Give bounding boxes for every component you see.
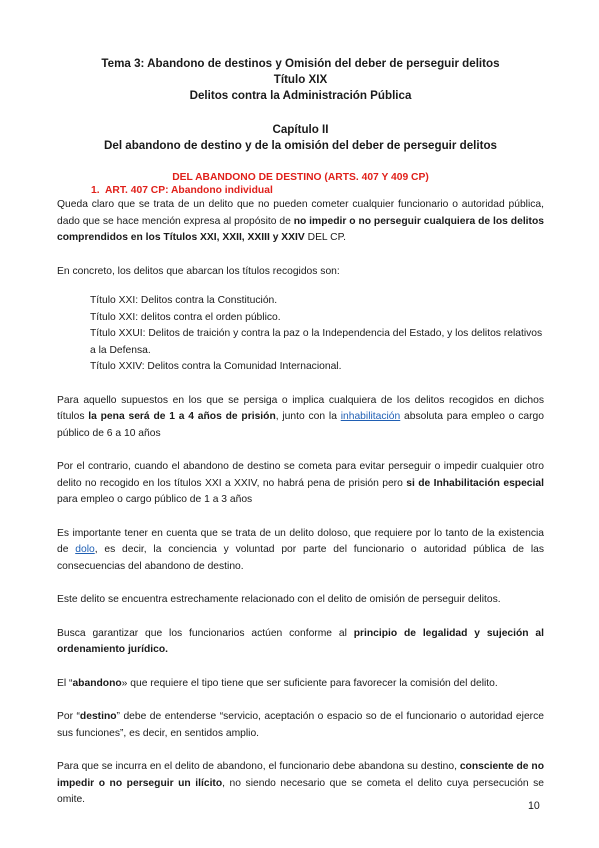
p1-bold: no impedir o no perseguir cualquiera de los delitos comprendidos en los Títulos XXI, XXII, XXIII y XXIV bbox=[57, 215, 544, 243]
p9-text: Por “ bbox=[57, 711, 80, 722]
paragraph-7 bbox=[57, 626, 544, 659]
list-item: Título XXUI: Delitos de traición y contra la paz o la Independencia del Estado, y los delitos relativos a la Defensa. bbox=[90, 328, 543, 356]
p3-bold: la pena será de 1 a 4 años de prisión bbox=[88, 411, 276, 422]
topic-title: Tema 3: Abandono de destinos y Omisión del deber de perseguir delitos bbox=[101, 57, 500, 70]
subsection-heading bbox=[57, 184, 544, 197]
p10-text: Para que se incurra en el delito de abandono, el funcionario debe abandona su destino, bbox=[57, 761, 460, 772]
p10-bold: consciente de no impedir o no perseguir un ilícito bbox=[57, 761, 544, 789]
p5-text: Es importante tener en cuenta que se trata de un delito doloso, que requiere por lo tanto de la existencia de bbox=[57, 527, 544, 555]
p8-text-end: » que requiere el tipo tiene que ser suficiente para favorecer la comisión del delito. bbox=[121, 677, 498, 689]
list-item: Título XXI: Delitos contra la Constitución. bbox=[90, 295, 278, 306]
p4-text-end: para empleo o cargo público de 1 a 3 años bbox=[57, 494, 253, 505]
title-name: Delitos contra la Administración Pública bbox=[189, 89, 412, 102]
p4-text: Por el contrario, cuando el abandono de destino se cometa para evitar perseguir o impedir cualquier otro delito no recogido en los títulos XXI a XXIV, no habrá pena de prisión pero bbox=[57, 461, 544, 489]
titles-list bbox=[57, 293, 544, 376]
paragraph-1 bbox=[57, 197, 544, 247]
section-heading: DEL ABANDONO DE DESTINO (ARTS. 407 Y 409 CP) bbox=[172, 172, 429, 183]
paragraph-3 bbox=[57, 393, 544, 443]
paragraph-10 bbox=[57, 759, 544, 809]
page-number: 10 bbox=[528, 800, 540, 812]
p8-text: El “ bbox=[57, 677, 73, 689]
list-item: Título XXIV: Delitos contra la Comunidad Internacional. bbox=[90, 361, 342, 372]
p1-text-end: DEL CP. bbox=[304, 232, 346, 243]
document-page bbox=[57, 56, 544, 826]
p7-bold: principio de legalidad y sujeción al ordenamiento jurídico. bbox=[57, 627, 544, 655]
chapter-number: Capítulo II bbox=[272, 123, 329, 136]
paragraph-6: Este delito se encuentra estrechamente relacionado con el delito de omisión de perseguir delitos. bbox=[57, 594, 501, 605]
document-header bbox=[57, 56, 544, 154]
paragraph-5 bbox=[57, 526, 544, 576]
dolo-link[interactable]: dolo bbox=[75, 544, 95, 555]
paragraph-9 bbox=[57, 709, 544, 742]
chapter-title: Del abandono de destino y de la omisión del deber de perseguir delitos bbox=[104, 139, 497, 152]
p7-text: Busca garantizar que los funcionarios actúen conforme al bbox=[57, 627, 354, 639]
p9-text-end: ” debe de entenderse “servicio, aceptación o espacio so de el funcionario o autoridad ejerce sus funciones”, es decir, en sentidos amplio. bbox=[57, 711, 544, 739]
p10-text-end: , no siendo necesario que se cometa el delito cuya persecución se omite. bbox=[57, 777, 544, 805]
p3-text-end: absoluta para empleo o cargo público de 6 a 10 años bbox=[57, 411, 545, 439]
p9-bold: destino bbox=[79, 711, 117, 722]
subsection-title: ART. 407 CP: Abandono individual bbox=[105, 185, 273, 196]
p3-text: Para aquello supuestos en los que se persiga o implica cualquiera de los delitos recogidos en dichos títulos bbox=[57, 394, 544, 422]
list-item: Título XXI: delitos contra el orden público. bbox=[90, 311, 281, 323]
paragraph-2: En concreto, los delitos que abarcan los títulos recogidos son: bbox=[57, 265, 340, 277]
p4-bold: si de Inhabilitación especial bbox=[406, 477, 544, 489]
paragraph-8 bbox=[57, 676, 544, 693]
title-number: Título XIX bbox=[273, 73, 328, 86]
inhabilitacion-link[interactable]: inhabilitación bbox=[340, 411, 401, 422]
paragraph-4 bbox=[57, 459, 544, 509]
p1-text: Queda claro que se trata de un delito que no pueden cometer cualquier funcionario o autoridad pública, dado que se hace mención expresa al propósito de bbox=[57, 199, 544, 227]
p5-text-end: , es decir, la conciencia y voluntad por parte del funcionario o autoridad pública de las consecuencias del abandono de destino. bbox=[57, 544, 544, 572]
subsection-number: 1. bbox=[91, 185, 100, 196]
p8-bold: abandono bbox=[72, 677, 122, 689]
p3-text-mid: , junto con la bbox=[275, 411, 341, 422]
